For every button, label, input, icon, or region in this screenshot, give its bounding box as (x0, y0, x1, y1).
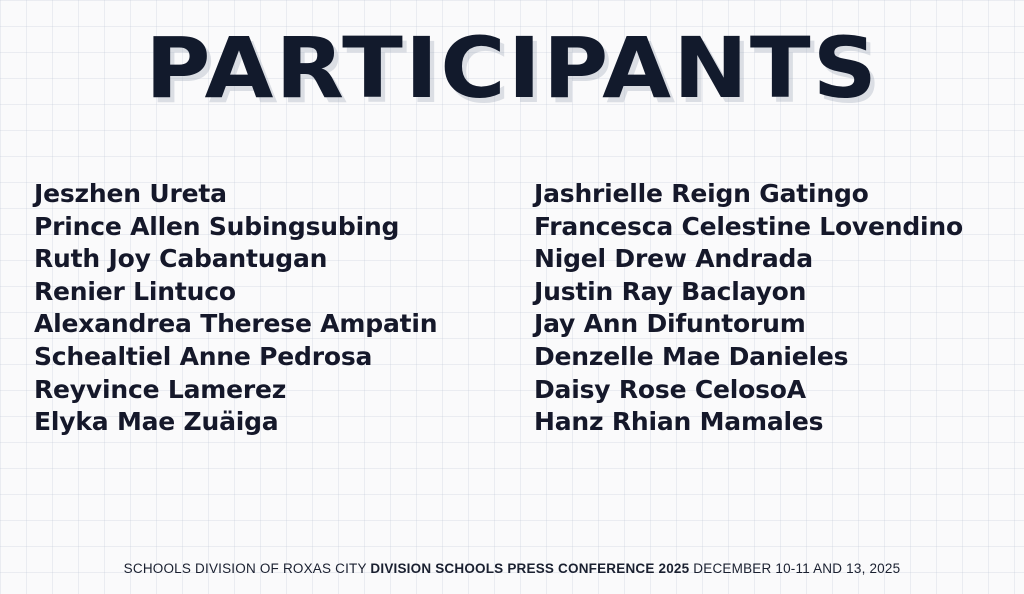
participants-column-right (516, 178, 998, 439)
footer-division: SCHOOLS DIVISION OF ROXAS CITY (123, 561, 371, 576)
page-title-container (0, 19, 1024, 117)
participants-column-left (34, 178, 516, 439)
list-item: Elyka Mae Zuäiga (34, 407, 279, 437)
list-item: Jeszhen Ureta (34, 179, 227, 208)
list-item: Prince Allen Subingsubing (34, 211, 400, 241)
list-item: Nigel Drew Andrada (534, 244, 813, 274)
list-item: Francesca Celestine Lovendino (534, 211, 964, 241)
footer-bar (0, 561, 1024, 576)
list-item: Jashrielle Reign Gatingo (534, 179, 869, 208)
list-item: Jay Ann Difuntorum (534, 309, 806, 339)
list-item: Hanz Rhian Mamales (534, 407, 824, 437)
footer-event: DIVISION SCHOOLS PRESS CONFERENCE 2025 (370, 561, 690, 576)
page-title: PARTICIPANTS (145, 19, 879, 117)
list-item: Renier Lintuco (34, 276, 236, 306)
list-item: Justin Ray Baclayon (534, 276, 807, 306)
footer-dates: DECEMBER 10-11 AND 13, 2025 (689, 561, 901, 576)
list-item: Denzelle Mae Danieles (534, 341, 849, 371)
list-item: Daisy Rose CelosoA (534, 374, 806, 404)
list-item: Ruth Joy Cabantugan (34, 244, 328, 274)
list-item: Reyvince Lamerez (34, 374, 287, 404)
list-item: Alexandrea Therese Ampatin (34, 309, 438, 339)
list-item: Schealtiel Anne Pedrosa (34, 341, 373, 371)
participants-columns (0, 178, 1024, 439)
